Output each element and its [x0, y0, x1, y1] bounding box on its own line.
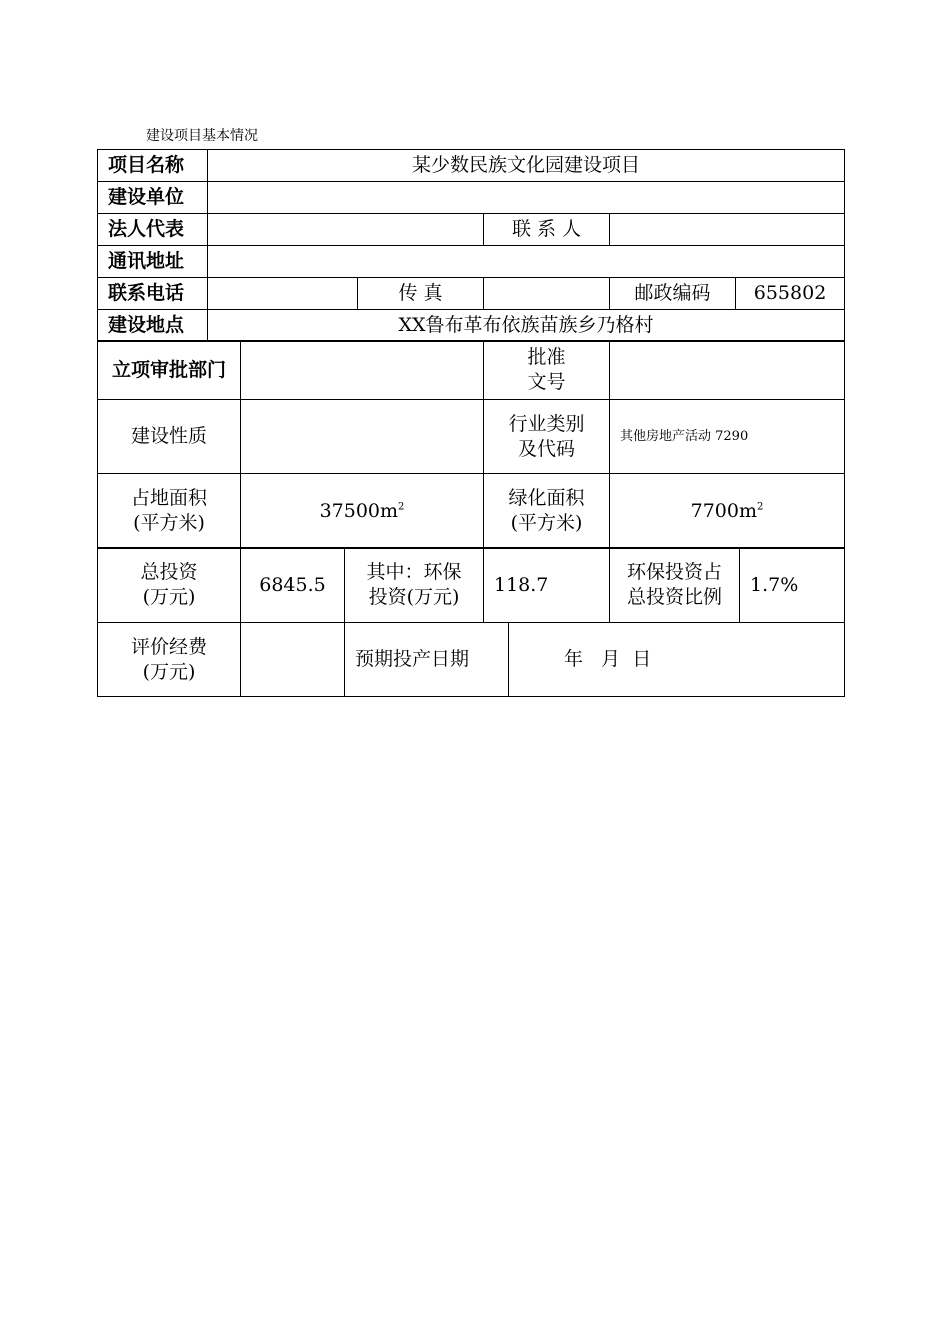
phone-label: 联系电话 — [98, 278, 208, 310]
industry-value[interactable]: 其他房地产活动 7290 — [610, 400, 845, 474]
approval-label: 立项审批部门 — [98, 341, 241, 400]
nature-label: 建设性质 — [98, 400, 241, 474]
green-area-value: 7700 — [690, 499, 739, 522]
legal-rep-value[interactable] — [208, 214, 484, 246]
fee-label: 评价经费 (万元) — [98, 623, 241, 697]
basic-info-table-top — [97, 149, 845, 342]
site-label: 建设地点 — [98, 310, 208, 342]
investment-value[interactable]: 6845.5 — [241, 548, 345, 623]
basic-info-table-bottom — [97, 547, 845, 697]
project-name-value[interactable]: 某少数民族文化园建设项目 — [208, 150, 845, 182]
contact-label: 联 系 人 — [484, 214, 610, 246]
builder-label: 建设单位 — [98, 182, 208, 214]
industry-label: 行业类别 及代码 — [484, 400, 610, 474]
area-label: 占地面积 (平方米) — [98, 474, 241, 549]
row-nature — [98, 400, 845, 474]
approval-doc-value[interactable] — [610, 341, 845, 400]
form-caption: 建设项目基本情况 — [146, 128, 258, 144]
approval-doc-label: 批准 文号 — [484, 341, 610, 400]
area-unit-sup: 2 — [398, 501, 405, 513]
row-address — [98, 246, 845, 278]
fax-value[interactable] — [484, 278, 610, 310]
legal-rep-label: 法人代表 — [98, 214, 208, 246]
green-area-unit: m — [738, 499, 757, 522]
row-site — [98, 310, 845, 342]
address-label: 通讯地址 — [98, 246, 208, 278]
approval-value[interactable] — [241, 341, 484, 400]
row-fee — [98, 623, 845, 697]
builder-value[interactable] — [208, 182, 845, 214]
green-area-unit-sup: 2 — [757, 501, 764, 513]
fee-value[interactable] — [241, 623, 345, 697]
zip-label: 邮政编码 — [610, 278, 736, 310]
phone-value[interactable] — [208, 278, 358, 310]
row-builder — [98, 182, 845, 214]
row-area — [98, 474, 845, 549]
env-investment-value[interactable]: 118.7 — [484, 548, 610, 623]
production-date-label: 预期投产日期 — [345, 623, 509, 697]
row-investment — [98, 548, 845, 623]
row-legal-rep — [98, 214, 845, 246]
fax-label: 传 真 — [358, 278, 484, 310]
area-unit: m — [380, 499, 399, 522]
env-investment-label: 其中：环保 投资(万元) — [345, 548, 484, 623]
address-value[interactable] — [208, 246, 845, 278]
area-value-cell[interactable] — [241, 474, 484, 549]
basic-info-table-middle — [97, 340, 845, 549]
row-approval — [98, 341, 845, 400]
nature-value[interactable] — [241, 400, 484, 474]
green-area-value-cell[interactable] — [610, 474, 845, 549]
area-value: 37500 — [319, 499, 381, 522]
env-ratio-label: 环保投资占 总投资比例 — [610, 548, 740, 623]
production-date-value[interactable]: 年 月 日 — [509, 623, 845, 697]
investment-label: 总投资 (万元) — [98, 548, 241, 623]
row-project-name — [98, 150, 845, 182]
project-name-label: 项目名称 — [98, 150, 208, 182]
row-phone — [98, 278, 845, 310]
env-ratio-value[interactable]: 1.7% — [740, 548, 845, 623]
contact-value[interactable] — [610, 214, 845, 246]
green-area-label: 绿化面积 (平方米) — [484, 474, 610, 549]
site-value[interactable]: XX鲁布革布依族苗族乡乃格村 — [208, 310, 845, 342]
zip-value[interactable]: 655802 — [736, 278, 845, 310]
